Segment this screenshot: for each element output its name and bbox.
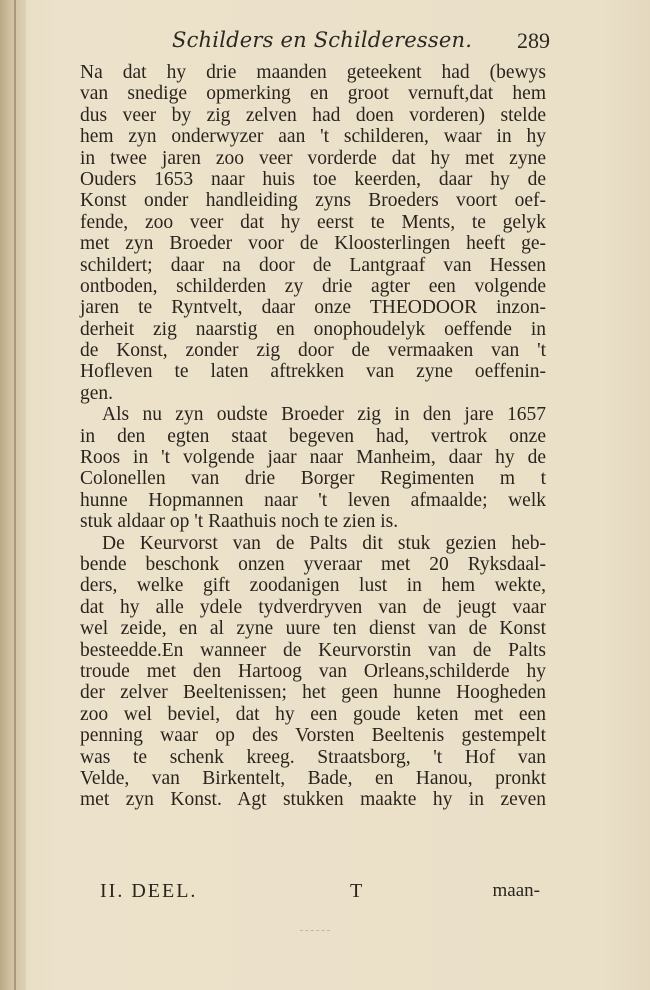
- running-head-title: Schilders en Schilderessen.: [172, 28, 473, 52]
- binding-edge: [14, 0, 16, 990]
- text-line: hem zyn onderwyzer aan 't schilderen, waar in hy: [80, 126, 546, 148]
- text-line: jaren te Ryntvelt, daar onze THEODOOR inzon-: [80, 297, 546, 319]
- running-head: [80, 26, 550, 60]
- text-line: Velde, van Birkentelt, Bade, en Hanou, pronkt: [80, 767, 546, 789]
- page-number: 289: [517, 28, 550, 53]
- text-line: dat hy alle ydele tydverdryven van de jeugt vaar: [80, 596, 546, 618]
- page-gutter: [0, 0, 26, 990]
- text-line: penning waar op des Vorsten Beeltenis gestempelt: [80, 725, 546, 747]
- text-line: in den egten staat begeven had, vertrok onze: [80, 425, 546, 447]
- text-line: in twee jaren zoo veer vorderde dat hy met zyne: [80, 147, 546, 169]
- text-line: besteedde.En wanneer de Keurvorstin van de Palts: [80, 639, 546, 661]
- page-footer: [80, 880, 546, 906]
- catchword: maan-: [492, 880, 540, 901]
- volume-label: II. DEEL.: [100, 880, 198, 902]
- text-line: dus veer by zig zelven had doen vorderen) stelde: [80, 104, 546, 126]
- text-line: van snedige opmerking en groot vernuft,dat hem: [80, 83, 546, 105]
- text-line: was te schenk kreeg. Straatsborg, 't Hof van: [80, 746, 546, 768]
- text-line: ders, welke gift zoodanigen lust in hem wekte,: [80, 575, 546, 597]
- text-line: wel zeide, en al zyne uure ten dienst van de Konst: [80, 618, 546, 640]
- text-line: De Keurvorst van de Palts dit stuk gezien heb-: [102, 532, 546, 554]
- text-line: der zelver Beeltenissen; het geen hunne Hoogheden: [80, 682, 546, 704]
- text-line: stuk aldaar op 't Raathuis noch te zien is.: [80, 511, 399, 533]
- text-line: met zyn Broeder voor de Kloosterlingen heeft ge-: [80, 233, 546, 255]
- text-line: troude met den Hartoog van Orleans,schilderde hy: [80, 660, 546, 682]
- text-line: Ouders 1653 naar huis toe keerden, daar hy de: [80, 168, 546, 190]
- signature-mark: T: [350, 880, 363, 902]
- text-line: schildert; daar na door de Lantgraaf van Hessen: [80, 254, 546, 276]
- text-line: Konst onder handleiding zyns Broeders voort oef-: [80, 190, 546, 212]
- text-line: ontboden, schilderden zy drie agter een volgende: [80, 275, 546, 297]
- text-line: Na dat hy drie maanden geteekent had (bewys: [80, 62, 546, 83]
- text-line: zoo wel beviel, dat hy een goude keten met een: [80, 703, 546, 725]
- text-line: Hofleven te laten aftrekken van zyne oeffenin-: [80, 361, 546, 383]
- text-line: hunne Hopmannen naar 't leven afmaalde; welk: [80, 489, 546, 511]
- text-line: Colonellen van drie Borger Regimenten m t: [80, 468, 546, 490]
- text-line: met zyn Konst. Agt stukken maakte hy in zeven: [80, 789, 546, 811]
- text-line: Als nu zyn oudste Broeder zig in den jare 1657: [102, 404, 546, 426]
- text-line: Roos in 't volgende jaar naar Manheim, daar hy de: [80, 447, 546, 469]
- page-smudge: [300, 930, 330, 937]
- text-line: fende, zoo veer dat hy eerst te Ments, te gelyk: [80, 211, 546, 233]
- text-line: de Konst, zonder zig door de vermaaken van 't: [80, 340, 546, 362]
- text-line: bende beschonk onzen yveraar met 20 Ryksdaal-: [80, 553, 546, 575]
- text-line: gen.: [80, 382, 114, 404]
- text-line: derheit zig naarstig en onophoudelyk oeffende in: [80, 318, 546, 340]
- body-text: [80, 62, 546, 811]
